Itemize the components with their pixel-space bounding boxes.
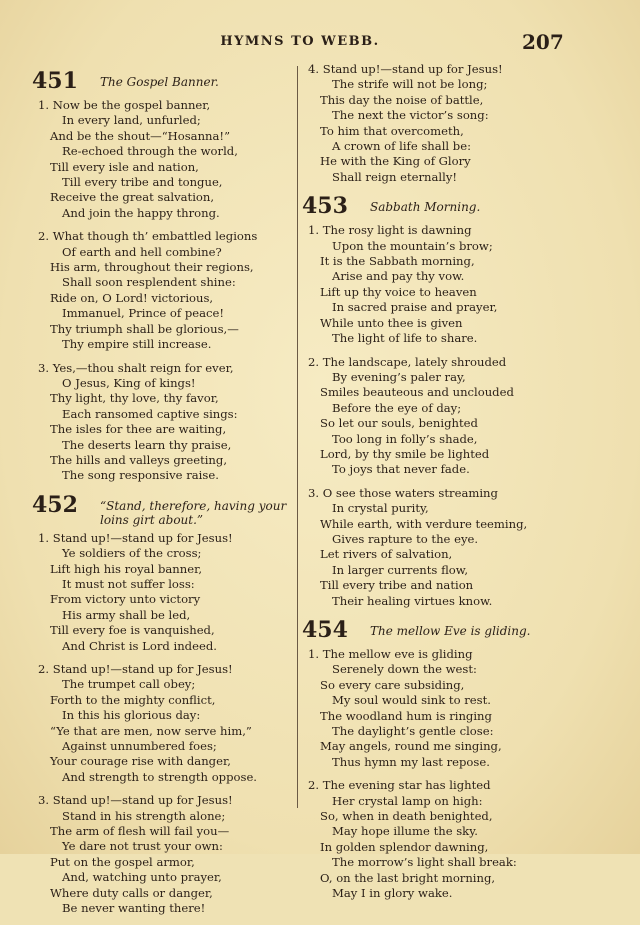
column-divider xyxy=(297,66,298,808)
verse-line: And be the shout—“Hosanna!” xyxy=(50,128,231,143)
verse-line: So let our souls, benighted xyxy=(320,416,478,431)
verse-line: Where duty calls or danger, xyxy=(50,885,213,900)
verse-line: 1. The mellow eve is gliding xyxy=(308,647,473,661)
verse-line: The daylight’s gentle close: xyxy=(332,724,494,739)
verse-line: Smiles beauteous and unclouded xyxy=(320,385,514,400)
verse-line: Lift up thy voice to heaven xyxy=(320,284,477,299)
verse-line: 3. O see those waters streaming xyxy=(308,485,498,500)
verse-line: This day the noise of battle, xyxy=(320,92,484,107)
stanza xyxy=(32,98,294,221)
verse-line: Shall reign eternally! xyxy=(332,169,458,184)
verse-line: “Ye that are men, now serve him,” xyxy=(50,723,252,738)
verse-line: And join the happy throng. xyxy=(62,205,220,220)
stanza xyxy=(302,647,560,770)
verse-line: While earth, with verdure teeming, xyxy=(320,516,528,531)
verse-line: Each ransomed captive sings: xyxy=(62,406,238,421)
verse-line: Re-echoed through the world, xyxy=(62,144,238,159)
verse-line: Stand in his strength alone; xyxy=(62,808,226,823)
verse-line: Till every tribe and tongue, xyxy=(62,175,223,190)
verse-line: To joys that never fade. xyxy=(332,462,470,477)
verse-line: The strife will not be long; xyxy=(332,77,488,92)
verse-line: 3. Yes,—thou shalt reign for ever, xyxy=(38,360,234,375)
verse-line: In every land, unfurled; xyxy=(62,113,201,128)
verse-line: 2. Stand up!—stand up for Jesus! xyxy=(38,662,233,676)
stanza xyxy=(32,229,294,352)
stanza xyxy=(302,62,560,185)
verse-line: The isles for thee are waiting, xyxy=(50,422,227,437)
stanza xyxy=(302,486,560,609)
left-column xyxy=(32,62,294,925)
hymn-title: Sabbath Morning. xyxy=(370,200,481,215)
stanza xyxy=(302,355,560,478)
verse-line: In sacred praise and prayer, xyxy=(332,300,498,315)
verse-line: Thy empire still increase. xyxy=(62,337,212,352)
verse-line: In crystal purity, xyxy=(332,501,429,516)
verse-line: Thus hymn my last repose. xyxy=(332,754,490,769)
verse-line: The deserts learn thy praise, xyxy=(62,437,232,452)
verse-line: Till every tribe and nation xyxy=(320,578,474,593)
verse-line: 4. Stand up!—stand up for Jesus! xyxy=(308,62,503,76)
verse-line: 3. Stand up!—stand up for Jesus! xyxy=(38,793,233,808)
running-title: HYMNS TO WEBB. xyxy=(220,34,380,49)
verse-line: Till every foe is vanquished, xyxy=(50,623,215,638)
stanza xyxy=(32,531,294,654)
hymn-heading xyxy=(32,68,294,94)
verse-line: Let rivers of salvation, xyxy=(320,547,453,562)
stanza xyxy=(302,223,560,346)
verse-line: May angels, round me singing, xyxy=(320,739,502,754)
verse-line: His army shall be led, xyxy=(62,607,191,622)
verse-line: Put on the gospel armor, xyxy=(50,854,195,869)
hymn-heading xyxy=(32,492,294,527)
verse-line: While unto thee is given xyxy=(320,315,463,330)
verse-line: It must not suffer loss: xyxy=(62,576,195,591)
stanza xyxy=(32,793,294,916)
verse-line: To him that overcometh, xyxy=(320,123,464,138)
verse-line: Lift high his royal banner, xyxy=(50,561,203,576)
verse-line: So, when in death benighted, xyxy=(320,809,493,824)
verse-line: His arm, throughout their regions, xyxy=(50,260,254,275)
verse-line: Her crystal lamp on high: xyxy=(332,793,483,808)
verse-line: And, watching unto prayer, xyxy=(62,870,222,885)
verse-line: May hope illume the sky. xyxy=(332,824,478,839)
verse-line: Arise and pay thy vow. xyxy=(332,269,465,284)
verse-line: Of earth and hell combine? xyxy=(62,244,222,259)
verse-line: By evening’s paler ray, xyxy=(332,369,466,384)
hymn-heading xyxy=(302,193,560,219)
verse-line: My soul would sink to rest. xyxy=(332,693,491,708)
hymn-title: The Gospel Banner. xyxy=(100,75,219,89)
verse-line: Upon the mountain’s brow; xyxy=(332,238,493,253)
verse-line: Forth to the mighty conflict, xyxy=(50,692,216,707)
verse-line: Ye dare not trust your own: xyxy=(62,839,223,854)
verse-line: 2. What though th’ embattled legions xyxy=(38,229,258,244)
verse-line: Thy triumph shall be glorious,— xyxy=(50,321,239,336)
verse-line: Ye soldiers of the cross; xyxy=(62,546,202,561)
verse-line: It is the Sabbath morning, xyxy=(320,254,475,269)
verse-line: O, on the last bright morning, xyxy=(320,870,496,885)
verse-line: Your courage rise with danger, xyxy=(50,754,231,769)
verse-line: 1. The rosy light is dawning xyxy=(308,223,472,238)
hymn-title: “Stand, therefore, having your loins girt about.” xyxy=(100,498,287,527)
verse-line: Immanuel, Prince of peace! xyxy=(62,306,225,321)
stanza xyxy=(32,361,294,484)
verse-line: May I in glory wake. xyxy=(332,886,453,901)
verse-line: Receive the great salvation, xyxy=(50,190,215,205)
verse-line: And strength to strength oppose. xyxy=(62,769,257,784)
verse-line: O Jesus, King of kings! xyxy=(62,375,196,390)
verse-line: Before the eye of day; xyxy=(332,400,462,415)
page-number: 207 xyxy=(522,30,564,54)
hymn-number: 454 xyxy=(302,617,348,643)
verse-line: So every care subsiding, xyxy=(320,677,465,692)
verse-line: The light of life to share. xyxy=(332,331,478,346)
verse-line: A crown of life shall be: xyxy=(332,139,471,154)
verse-line: He with the King of Glory xyxy=(320,154,471,169)
hymn-number: 452 xyxy=(32,491,78,518)
verse-line: The trumpet call obey; xyxy=(62,677,196,692)
right-column xyxy=(302,62,560,910)
verse-line: The song responsive raise. xyxy=(62,468,219,483)
verse-line: Against unnumbered foes; xyxy=(62,739,217,754)
verse-line: 2. The evening star has lighted xyxy=(308,778,491,793)
verse-line: From victory unto victory xyxy=(50,592,201,607)
hymn-heading xyxy=(302,617,560,643)
verse-line: The woodland hum is ringing xyxy=(320,708,492,723)
hymn-title: The mellow Eve is gliding. xyxy=(370,624,531,638)
hymn-number: 451 xyxy=(32,68,78,94)
verse-line: Too long in folly’s shade, xyxy=(332,431,478,446)
verse-line: And Christ is Lord indeed. xyxy=(62,638,217,653)
verse-line: Their healing virtues know. xyxy=(332,593,493,608)
verse-line: The morrow’s light shall break: xyxy=(332,855,517,870)
verse-line: 1. Stand up!—stand up for Jesus! xyxy=(38,530,233,545)
hymn-number: 453 xyxy=(302,193,348,220)
verse-line: Ride on, O Lord! victorious, xyxy=(50,290,214,305)
verse-line: The hills and valleys greeting, xyxy=(50,452,228,467)
verse-line: Be never wanting there! xyxy=(62,901,206,916)
verse-line: Shall soon resplendent shine: xyxy=(62,275,236,290)
verse-line: In larger currents flow, xyxy=(332,562,469,577)
verse-line: Thy light, thy love, thy favor, xyxy=(50,391,219,406)
verse-line: Serenely down the west: xyxy=(332,662,477,677)
verse-line: The next the victor’s song: xyxy=(332,108,489,123)
stanza xyxy=(32,662,294,785)
verse-line: 2. The landscape, lately shrouded xyxy=(308,354,507,369)
verse-line: In this his glorious day: xyxy=(62,708,201,723)
verse-line: Till every isle and nation, xyxy=(50,159,199,174)
stanza xyxy=(302,778,560,901)
verse-line: 1. Now be the gospel banner, xyxy=(38,98,211,112)
verse-line: The arm of flesh will fail you— xyxy=(50,824,230,839)
verse-line: In golden splendor dawning, xyxy=(320,839,489,854)
verse-line: Gives rapture to the eye. xyxy=(332,531,479,546)
verse-line: Lord, by thy smile be lighted xyxy=(320,446,490,461)
